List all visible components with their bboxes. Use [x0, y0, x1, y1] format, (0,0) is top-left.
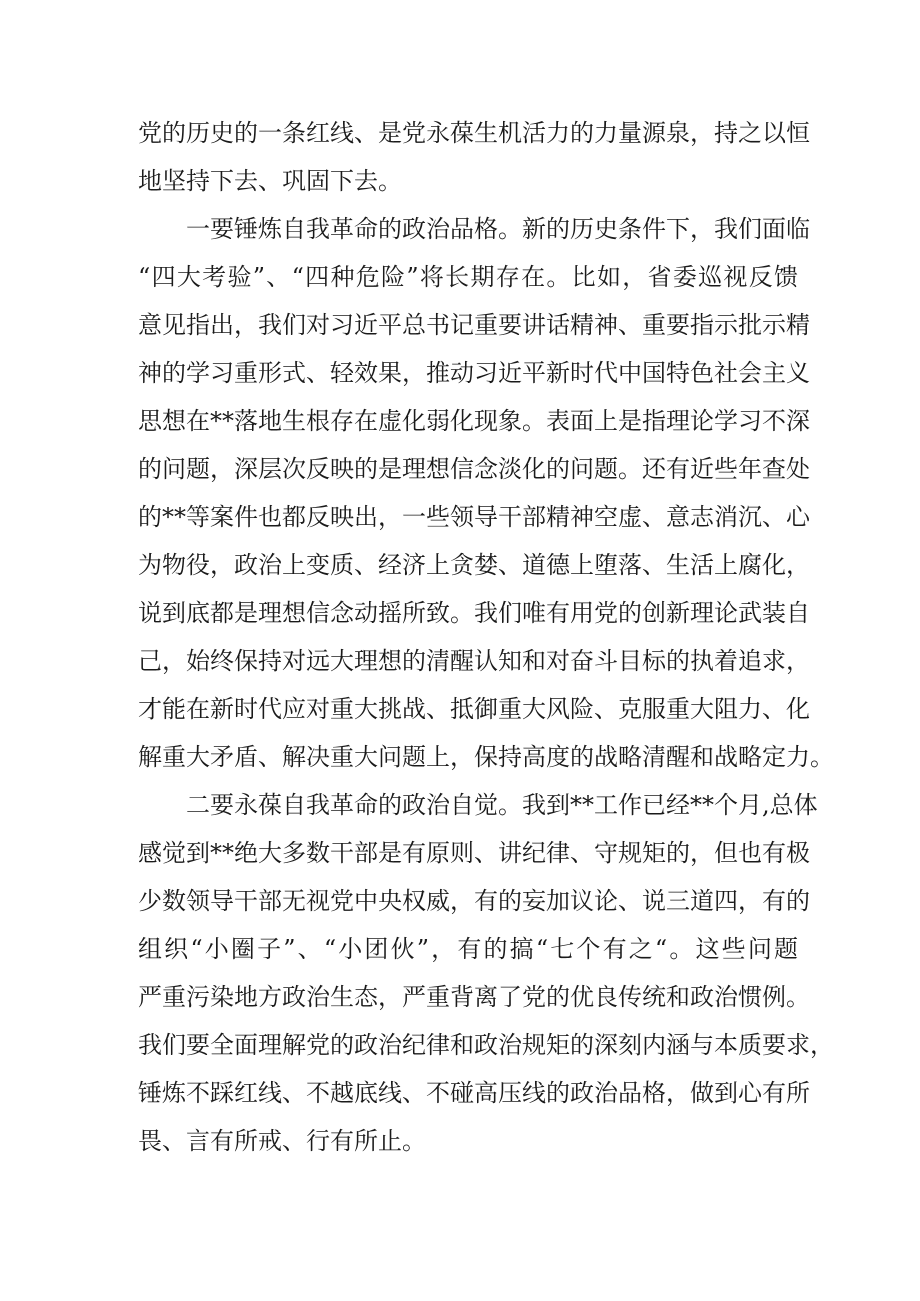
paragraph-1-line-12: 解重大矛盾、解决重大问题上，保持高度的战略清醒和战略定力。	[138, 743, 834, 771]
paragraph-2-line-4: 组织“小圈子”、“小团伙”，有的搞“七个有之“。这些问题	[138, 935, 798, 963]
paragraph-1-line-1: 一要锤炼自我革命的政治品格。新的历史条件下，我们面临	[186, 215, 810, 243]
paragraph-1-line-2: “四大考验”、“四种危险”将长期存在。比如，省委巡视反馈	[138, 263, 798, 291]
text-line-1: 党的历史的一条红线、是党永葆生机活力的力量源泉，持之以恒	[138, 119, 810, 147]
paragraph-2-line-5: 严重污染地方政治生态，严重背离了党的优良传统和政治惯例。	[138, 983, 810, 1011]
paragraph-2-line-6: 我们要全面理解党的政治纪律和政治规矩的深刻内涵与本质要求，	[138, 1031, 834, 1059]
paragraph-2-line-7: 锤炼不踩红线、不越底线、不碰高压线的政治品格，做到心有所	[138, 1079, 810, 1107]
paragraph-1-line-11: 才能在新时代应对重大挑战、抵御重大风险、克服重大阻力、化	[138, 695, 810, 723]
paragraph-2-line-1: 二要永葆自我革命的政治自觉。我到**工作已经**个月,总体	[186, 791, 818, 819]
paragraph-1-line-5: 思想在**落地生根存在虚化弱化现象。表面上是指理论学习不深	[138, 407, 810, 435]
paragraph-1-line-10: 己，始终保持对远大理想的清醒认知和对奋斗目标的执着追求，	[138, 647, 810, 675]
text-line-2: 地坚持下去、巩固下去。	[138, 167, 402, 195]
paragraph-1-line-8: 为物役，政治上变质、经济上贪婪、道德上堕落、生活上腐化，	[138, 551, 810, 579]
paragraph-1-line-6: 的问题，深层次反映的是理想信念淡化的问题。还有近些年查处	[138, 455, 810, 483]
paragraph-1-line-3: 意见指出，我们对习近平总书记重要讲话精神、重要指示批示精	[138, 311, 810, 339]
paragraph-1-line-7: 的**等案件也都反映出，一些领导干部精神空虚、意志消沉、心	[138, 503, 810, 531]
paragraph-2-line-3: 少数领导干部无视党中央权威，有的妄加议论、说三道四，有的	[138, 887, 810, 915]
paragraph-1-line-9: 说到底都是理想信念动摇所致。我们唯有用党的创新理论武装自	[138, 599, 810, 627]
paragraph-1-line-4: 神的学习重形式、轻效果，推动习近平新时代中国特色社会主义	[138, 359, 810, 387]
paragraph-2-line-8: 畏、言有所戒、行有所止。	[138, 1127, 426, 1155]
paragraph-2-line-2: 感觉到**绝大多数干部是有原则、讲纪律、守规矩的，但也有极	[138, 839, 810, 867]
